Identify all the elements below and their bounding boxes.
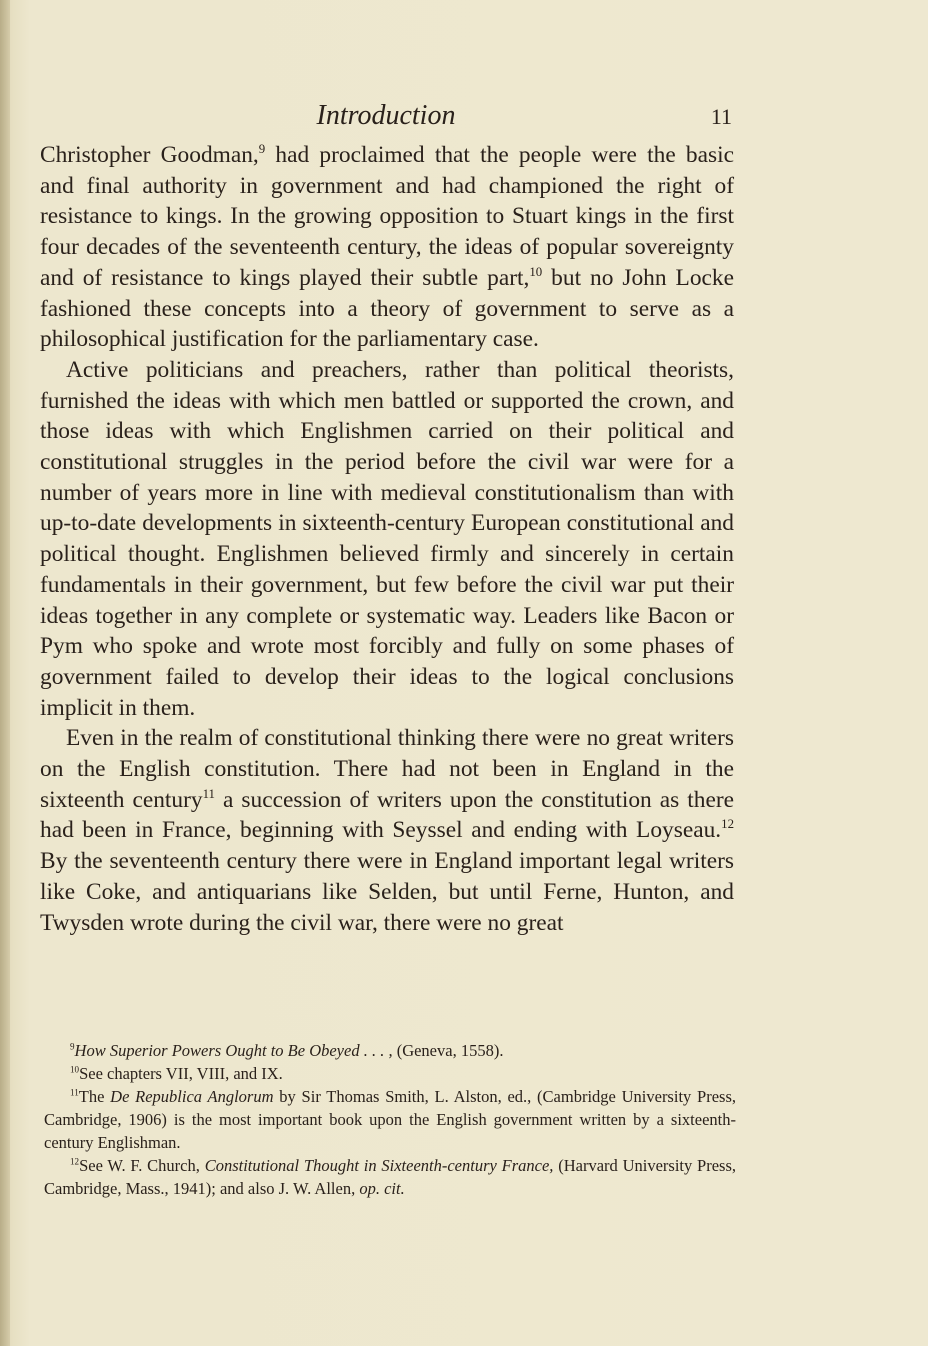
footnote-ref-10: 10 (529, 264, 543, 279)
paragraph-3 (40, 723, 734, 938)
footnote-ref-12: 12 (721, 817, 734, 832)
paragraph-1-part-b: had proclaimed that the people were the basic and final authority in government and had championed the right of resistance to kings. In the growing opposition to Stuart kings in the first four decades of the seventeenth century, the ideas of popular sovereignty and of resistance to kings played their subtle part, (40, 142, 734, 291)
footnote-10-number: 10 (70, 1064, 80, 1075)
running-head (40, 100, 732, 136)
footnote-9-number: 9 (70, 1041, 75, 1052)
page-gutter (0, 0, 10, 1346)
footnote-9-text: (Geneva, 1558). (392, 1041, 504, 1060)
footnote-9 (44, 1039, 736, 1062)
footnote-12-text-a: See W. F. Church, (79, 1156, 205, 1175)
footnote-12-title: Constitutional Thought in Sixteenth-century France, (204, 1156, 554, 1175)
paragraph-3-part-c: By the seventeenth century there were in England important legal writers like Coke, and antiquarians like Selden, but until Ferne, Hunton, and Twysden wrote during the civil war, there were no great (40, 848, 734, 936)
footnote-12-text-b: (Harvard University Press, Cambridge, Mass., 1941); and also J. W. Allen, (44, 1156, 737, 1198)
paragraph-1 (40, 140, 734, 355)
paragraph-1-part-a: Christopher Goodman, (40, 142, 259, 168)
page-number: 11 (710, 104, 732, 129)
paragraph-1-part-c: but no John Locke fashioned these concepts into a theory of government to serve as a philosophical justification for the parliamentary case. (40, 264, 734, 353)
paragraph-2: Active politicians and preachers, rather than political theorists, furnished the ideas with which men battled or supported the crown, and those ideas with which Englishmen carried on their political and constitutional struggles in the period before the civil war were for a number of years more in line with medieval constitutionalism than with up-to-date developments in sixteenth-century European constitutional and political thought. Englishmen believed firmly and sincerely in certain fundamentals in their government, but few before the civil war put their ideas together in any complete or systematic way. Leaders like Bacon or Pym who spoke and wrote most forcibly and fully on some phases of government failed to develop their ideas to the logical conclusions implicit in them. (40, 356, 734, 721)
footnote-10-text: See chapters VII, VIII, and IX. (79, 1064, 283, 1083)
footnote-ref-9: 9 (258, 142, 266, 156)
body-text (40, 140, 734, 938)
paragraph-3-part-b: a succession of writers upon the constitution as there had been in France, beginning with Seyssel and ending with Loyseau. (40, 786, 735, 844)
footnote-11-text-a: The (78, 1087, 111, 1106)
footnote-11-title: De Republica Anglorum (110, 1087, 274, 1106)
footnotes (44, 1039, 736, 1200)
footnote-11-number: 11 (70, 1087, 79, 1098)
footnote-12-op-cit: op. cit. (359, 1179, 405, 1198)
footnote-ref-11: 11 (202, 786, 215, 801)
footnote-10 (44, 1062, 736, 1085)
footnote-9-title: How Superior Powers Ought to Be Obeyed . . . , (74, 1041, 393, 1060)
footnote-12-number: 12 (70, 1156, 80, 1167)
footnote-12 (44, 1154, 736, 1200)
running-head-title: Introduction (316, 100, 456, 131)
paragraph-3-part-a: Even in the realm of constitutional thinking there were no great writers on the English constitution. There had not been in England in the sixteenth century (40, 725, 734, 813)
footnote-11-text-b: by Sir Thomas Smith, L. Alston, ed., (Cambridge University Press, Cambridge, 1906) is the most important book upon the English government written by a sixteenth-century Englishman. (44, 1087, 736, 1152)
footnote-11 (44, 1085, 736, 1154)
